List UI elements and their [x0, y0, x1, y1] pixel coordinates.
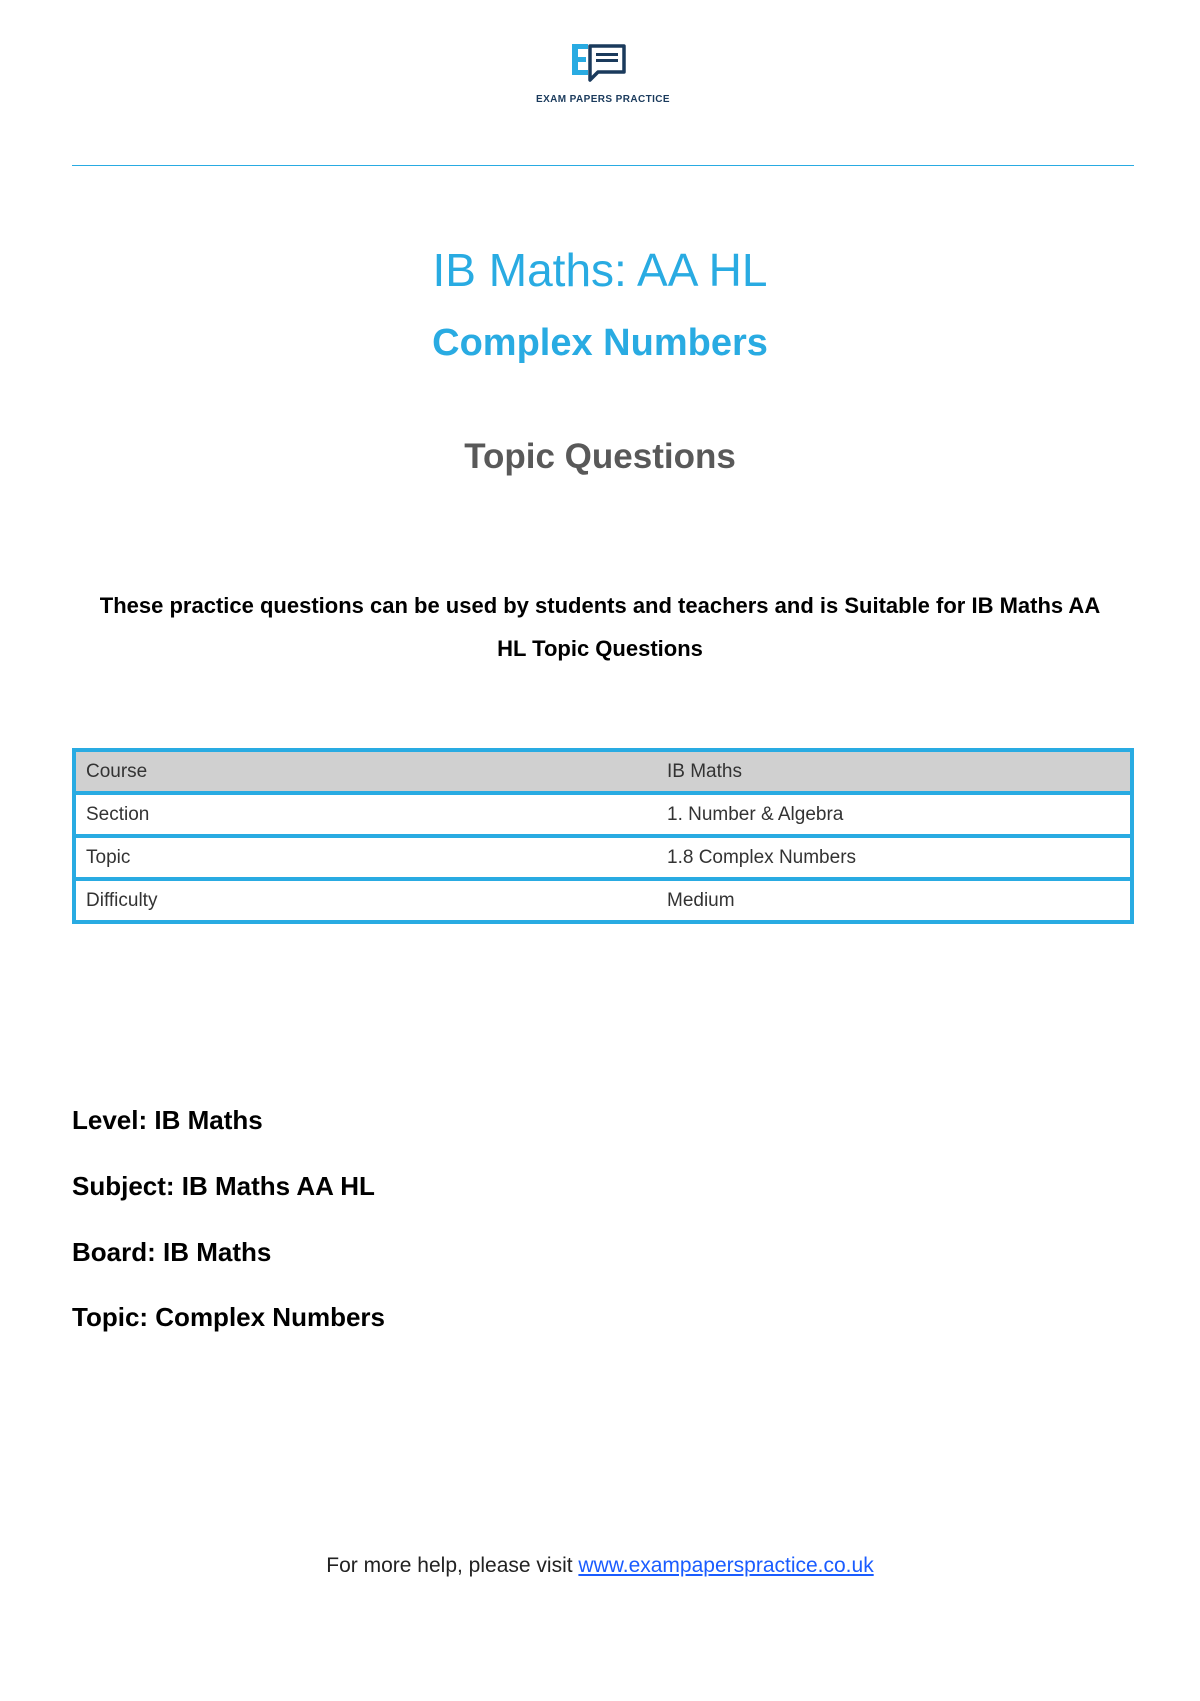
intro-paragraph: These practice questions can be used by students and teachers and is Suitable for IB Maths AA HL Topic Questions — [99, 593, 1101, 661]
page-subtitle: Complex Numbers — [432, 322, 768, 364]
footer-text: For more help, please visit — [326, 1554, 579, 1577]
table-cell-label: Section — [74, 793, 661, 836]
table-cell-label: Course — [74, 750, 661, 793]
table-cell-value: Medium — [661, 879, 1132, 922]
table-row — [74, 836, 1132, 879]
footer — [0, 1554, 1200, 1578]
table-cell-label: Difficulty — [74, 879, 661, 922]
meta-board: Board: IB Maths — [72, 1237, 272, 1267]
logo-icon — [528, 42, 678, 92]
table-row — [74, 793, 1132, 836]
table-cell-value: 1. Number & Algebra — [661, 793, 1132, 836]
logo-text: EXAM PAPERS PRACTICE — [536, 94, 670, 105]
meta-topic: Topic: Complex Numbers — [72, 1302, 386, 1332]
table-row — [74, 750, 1132, 793]
exam-papers-practice-logo — [528, 42, 678, 108]
section-heading: Topic Questions — [464, 437, 736, 476]
page-title: IB Maths: AA HL — [432, 244, 768, 296]
meta-level: Level: IB Maths — [72, 1105, 263, 1135]
table-row — [74, 879, 1132, 922]
footer-website-link[interactable]: www.exampaperspractice.co.uk — [578, 1554, 874, 1577]
table-cell-value: IB Maths — [661, 750, 1132, 793]
course-info-table — [72, 748, 1134, 924]
meta-subject: Subject: IB Maths AA HL — [72, 1171, 375, 1201]
table-cell-label: Topic — [74, 836, 661, 879]
header-divider — [72, 165, 1134, 166]
table-cell-value: 1.8 Complex Numbers — [661, 836, 1132, 879]
